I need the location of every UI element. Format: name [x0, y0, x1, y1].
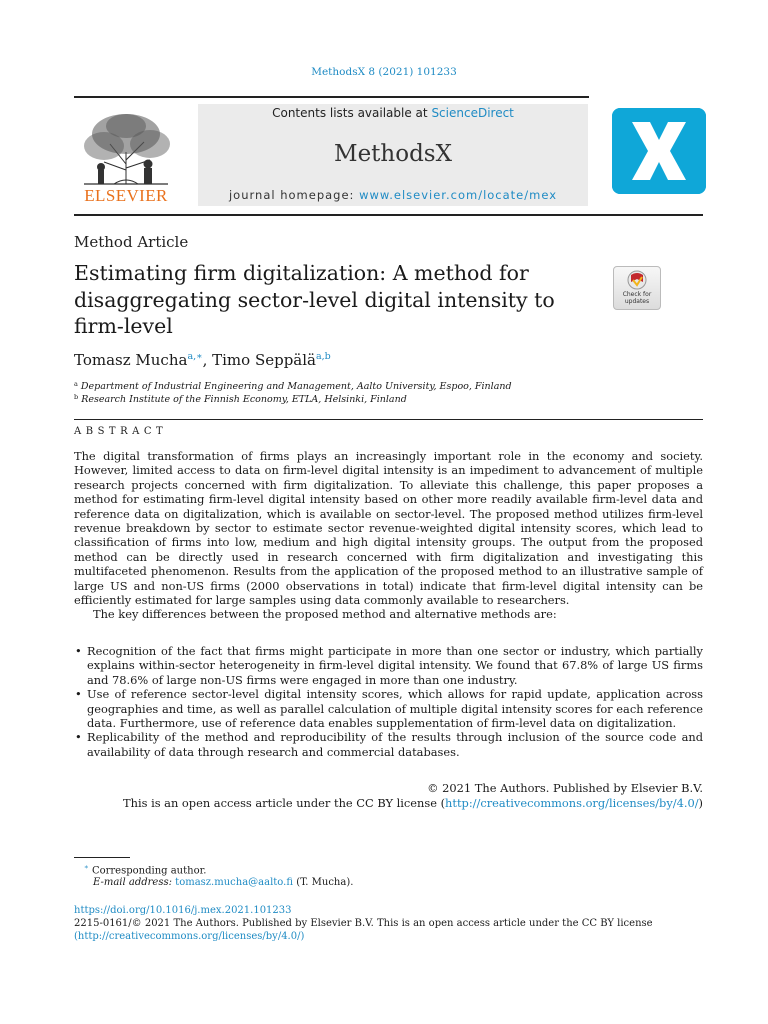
crossmark-icon [614, 268, 660, 292]
license-prefix: This is an open access article under the CC BY license ( [123, 796, 446, 810]
email-note [93, 877, 353, 888]
article-title: Estimating firm digitalization: A method for disaggregating sector-level digital intensity to firm-level [74, 261, 555, 338]
doi-link[interactable]: https://doi.org/10.1016/j.mex.2021.101233 [74, 905, 292, 916]
affiliation-text: Department of Industrial Engineering and Management, Aalto University, Espoo, Finland [80, 381, 512, 392]
bullet-icon: • [75, 644, 82, 658]
list-item-text: Recognition of the fact that firms might participate in more than one sector or industry, which partially explains within-sector heterogeneity in firm-level digital intensity. We found that 67.8% of large US firms and 78.6% of large non-US firms were engaged in more than one industry. [87, 644, 703, 687]
abstract-heading: ABSTRACT [74, 426, 168, 437]
license-line [123, 796, 703, 810]
abstract-paragraph: The digital transformation of firms plays an increasingly important role in the economy and society. However, limited access to data on firm-level digital intensity is an impediment to advancement of multiple research projects concerned with firm digitalization. To alleviate this challenge, this paper proposes a method for estimating firm-level digital intensity based on other more readily available firm-level data and reference data on digitalization, which is available on sector-level. The proposed method utilizes firm-level revenue breakdown by sector to estimate sector revenue-weighted digital intensity scores, which lead to classification of firms into low, medium and high digital intensity groups. The output from the proposed method can be directly used in research concerned with firm digitalization and investigating this multifaceted phenomenon. Results from the application of the proposed method to an illustrative sample of large US and non-US firms (2000 observations in total) indicate that firm-level digital intensity can be efficiently estimated for large samples using data commonly available to researchers. [74, 449, 703, 608]
email-suffix: (T. Mucha). [296, 877, 354, 888]
footer-license-link[interactable]: (http://creativecommons.org/licenses/by/4.0/) [74, 931, 305, 942]
list-item [74, 730, 703, 759]
issn-license-line: 2215-0161/© 2021 The Authors. Published by Elsevier B.V. This is an open access article under the CC BY license [74, 918, 653, 929]
list-item-text: Replicability of the method and reproducibility of the results through inclusion of the source code and availability of data through research and commercial databases. [87, 730, 703, 759]
homepage-prefix: journal homepage: [228, 188, 360, 202]
contents-availability-line [198, 106, 588, 120]
email-link[interactable]: tomasz.mucha@aalto.fi [175, 877, 293, 888]
affiliation-b [74, 393, 407, 405]
header-top-rule [74, 96, 589, 98]
corresponding-author-note [84, 863, 206, 876]
author-affiliation-marks[interactable]: a,b [316, 351, 331, 362]
journal-name: MethodsX [334, 141, 452, 167]
article-type: Method Article [74, 233, 189, 251]
journal-citation-link[interactable]: MethodsX 8 (2021) 101233 [311, 66, 457, 78]
journal-homepage-line [198, 188, 588, 202]
bullet-icon: • [75, 687, 82, 702]
affiliation-text: Research Institute of the Finnish Economy, ETLA, Helsinki, Finland [81, 394, 407, 405]
list-item [74, 644, 703, 687]
abstract-body [74, 449, 703, 622]
corresponding-text: Corresponding author. [91, 865, 207, 877]
email-label: E-mail address: [93, 877, 172, 888]
contents-prefix: Contents lists available at [272, 106, 432, 120]
check-for-updates-button[interactable] [613, 266, 661, 310]
bullet-icon: • [75, 730, 82, 745]
footnote-rule [74, 857, 130, 858]
methodsx-logo-icon [612, 108, 706, 194]
author-affiliation-marks[interactable]: a,∗ [187, 351, 203, 362]
author-name: Tomasz Mucha [74, 351, 188, 369]
affiliation-mark: a [74, 380, 78, 388]
corresponding-mark: ∗ [84, 863, 89, 871]
header-bottom-rule [74, 214, 703, 216]
license-link[interactable]: http://creativecommons.org/licenses/by/4.0/ [445, 796, 699, 810]
crossmark-label: Check for updates [622, 291, 652, 305]
list-item-text: Use of reference sector-level digital intensity scores, which allows for rapid update, application across geographies and time, as well as parallel calculation of multiple digital intensity scores for each reference data. Furthermore, use of reference data enables supplementation of firm-level data on digitalization. [87, 687, 703, 731]
author-list: Tomasz Mucha$^{a,∗}$, Timo Seppälä$^{a,b}$ [74, 351, 331, 369]
abstract-rule [74, 419, 703, 420]
copyright-line: © 2021 The Authors. Published by Elsevier B.V. [427, 781, 703, 795]
affiliation-a [74, 380, 512, 392]
license-suffix: ) [698, 796, 703, 810]
sciencedirect-link[interactable]: ScienceDirect [431, 106, 514, 120]
key-differences-list [74, 644, 703, 759]
list-item [74, 687, 703, 730]
author-name: Timo Seppälä [212, 351, 316, 369]
affiliation-mark: b [74, 393, 79, 401]
abstract-intro: The key differences between the proposed method and alternative methods are: [93, 607, 557, 622]
journal-homepage-link[interactable]: www.elsevier.com/locate/mex [359, 188, 558, 202]
publisher-name: ELSEVIER [84, 186, 168, 205]
